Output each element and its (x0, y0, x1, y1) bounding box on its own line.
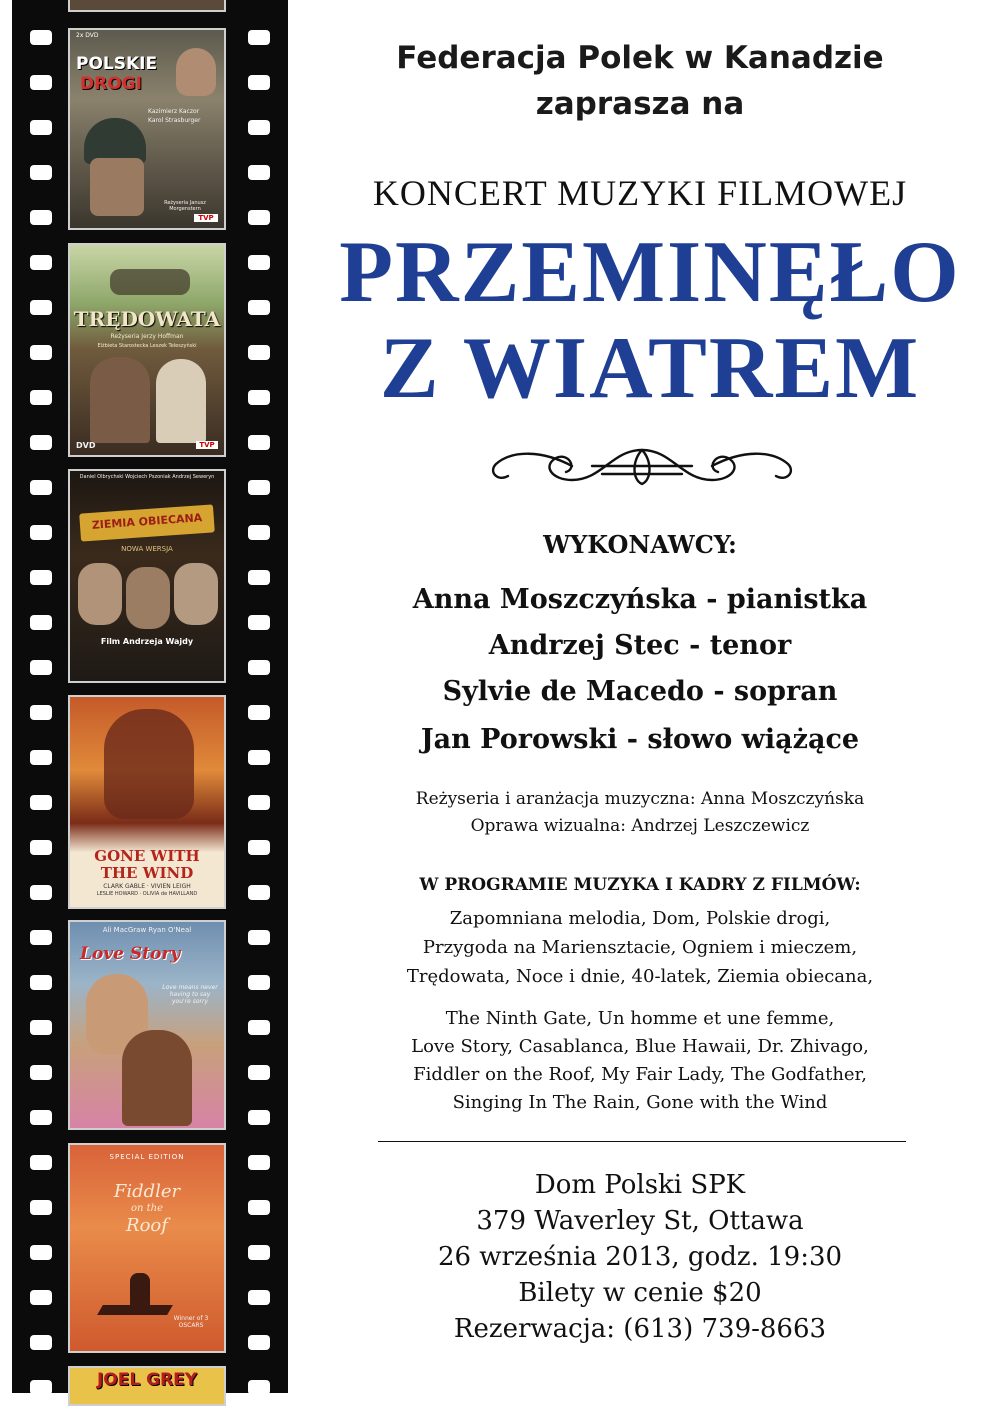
poster-title: Fiddler (113, 1181, 181, 1202)
sprocket-hole (30, 75, 52, 90)
film-strip (12, 0, 288, 1393)
poster-title: GONE WITH (94, 847, 200, 865)
main-title-line2: Z WIATREM (379, 320, 921, 417)
poster-love-story (68, 920, 226, 1130)
sprocket-hole (248, 705, 270, 720)
sprocket-hole (30, 1155, 52, 1170)
sprocket-hole (30, 930, 52, 945)
ticket-price: Bilety w cenie $20 (518, 1278, 762, 1308)
performer-item: Jan Porowski - słowo wiążące (420, 724, 860, 755)
sprocket-hole (248, 1245, 270, 1260)
actress-face (122, 1030, 192, 1126)
poster-title: THE WIND (100, 864, 194, 882)
sprocket-hole (30, 30, 52, 45)
poster-ziemia-obiecana (68, 469, 226, 683)
poster-cast: Ali MacGraw Ryan O'Neal (102, 926, 192, 934)
program-heading: W PROGRAMIE MUZYKA I KADRY Z FILMÓW: (419, 875, 861, 895)
sprocket-hole (30, 705, 52, 720)
poster-award: Winner of 3 OSCARS (173, 1315, 209, 1329)
program-line: Fiddler on the Roof, My Fair Lady, The Godfather, (413, 1064, 867, 1085)
actor-face (78, 563, 122, 625)
program-line: Trędowata, Noce i dnie, 40-latek, Ziemia obiecana, (406, 966, 874, 987)
sprocket-hole (248, 930, 270, 945)
poster-partial-top (68, 0, 226, 12)
sprocket-hole (30, 1020, 52, 1035)
sprocket-hole (248, 1290, 270, 1305)
credit-line: Oprawa wizualna: Andrzej Leszczewicz (470, 816, 810, 836)
sprocket-hole (30, 1245, 52, 1260)
sprocket-hole (30, 615, 52, 630)
sprocket-hole (30, 750, 52, 765)
reservation-phone: Rezerwacja: (613) 739-8663 (453, 1314, 827, 1344)
poster-fiddler-on-the-roof (68, 1143, 226, 1353)
sprocket-hole (248, 30, 270, 45)
program-line: The Ninth Gate, Un homme et une femme, (445, 1008, 835, 1029)
couple-illustration (104, 709, 194, 819)
sprocket-hole (248, 165, 270, 180)
sprocket-hole (248, 570, 270, 585)
sprocket-hole (30, 120, 52, 135)
sprocket-hole (248, 75, 270, 90)
sprocket-hole (248, 660, 270, 675)
sprocket-hole (248, 1335, 270, 1350)
sprocket-hole (30, 660, 52, 675)
performers-heading: WYKONAWCY: (543, 530, 737, 559)
poster-tagline: Love means never having to say you're sorry (162, 984, 218, 1005)
carriage-scene (110, 269, 190, 295)
poster-title: on the (130, 1203, 164, 1214)
actor-face (174, 563, 218, 625)
poster-gone-with-the-wind (68, 695, 226, 909)
main-title-line1: PRZEMINĘŁO (339, 224, 961, 321)
sprocket-hole (30, 1110, 52, 1125)
poster-cast: LESLIE HOWARD · OLIVIA de HAVILLAND (96, 891, 198, 897)
sprocket-hole (30, 1065, 52, 1080)
sprocket-hole (30, 480, 52, 495)
sprocket-hole (30, 1200, 52, 1215)
sprocket-hole (248, 435, 270, 450)
ornament-divider (482, 440, 802, 492)
sprocket-hole (248, 795, 270, 810)
sprocket-hole (30, 525, 52, 540)
poster-cast: CLARK GABLE · VIVIEN LEIGH (103, 883, 191, 890)
sprocket-hole (30, 885, 52, 900)
poster-joel-grey (68, 1366, 226, 1406)
tvp-logo: TVP (196, 441, 218, 449)
poster-title: JOEL GREY (96, 1370, 198, 1390)
sprocket-hole (30, 840, 52, 855)
soldier-face (90, 158, 144, 216)
poster-badge: 2x DVD (76, 32, 99, 39)
sprocket-hole (248, 390, 270, 405)
sprocket-hole (248, 1065, 270, 1080)
sprocket-hole (30, 1335, 52, 1350)
horizontal-rule (378, 1141, 906, 1142)
sprocket-hole (30, 300, 52, 315)
sprocket-hole (248, 210, 270, 225)
sprocket-hole (30, 210, 52, 225)
performer-item: Andrzej Stec - tenor (488, 630, 792, 661)
poster-tredowata (68, 243, 226, 457)
poster-title: DROGI (80, 74, 142, 94)
sprocket-hole (248, 525, 270, 540)
poster-cast: Kazimierz Kaczor (148, 108, 200, 115)
invites-line: zaprasza na (535, 86, 745, 122)
poster-cast: Daniel Olbrychski Wojciech Pszoniak Andrzej Seweryn (79, 474, 215, 480)
roof-silhouette (97, 1305, 173, 1315)
poster-title: Love Story (80, 944, 181, 964)
poster-director: Reżyseria Janusz Morgenstern (164, 200, 206, 212)
sprocket-hole (30, 975, 52, 990)
poster-title: TRĘDOWATA (73, 307, 221, 331)
poster-title: Roof (126, 1215, 168, 1236)
sprocket-hole (248, 1020, 270, 1035)
event-date: 26 września 2013, godz. 19:30 (437, 1242, 843, 1272)
performer-item: Anna Moszczyńska - pianistka (412, 584, 868, 615)
sprocket-hole (30, 390, 52, 405)
poster-cast: Karol Strasburger (148, 117, 201, 124)
sprocket-hole (248, 885, 270, 900)
venue-address: 379 Waverley St, Ottawa (476, 1206, 804, 1236)
sprocket-hole (30, 435, 52, 450)
actor-face (126, 567, 170, 629)
actor-figure (90, 357, 150, 443)
sprocket-hole (248, 480, 270, 495)
portrait-face (176, 48, 216, 96)
sprocket-hole (30, 795, 52, 810)
organizer: Federacja Polek w Kanadzie (396, 40, 884, 76)
poster-subtitle: NOWA WERSJA (121, 545, 173, 553)
sprocket-hole (248, 975, 270, 990)
fiddler-silhouette (130, 1273, 150, 1307)
concert-title: KONCERT MUZYKI FILMOWEJ (372, 173, 908, 213)
poster-cast: Elżbieta Starostecka Leszek Teleszyński (97, 343, 197, 349)
sprocket-hole (30, 165, 52, 180)
poster-edition: SPECIAL EDITION (109, 1153, 185, 1161)
poster-director: Reżyseria Jerzy Hoffman (110, 333, 184, 340)
poster-director: Film Andrzeja Wajdy (100, 637, 194, 646)
dvd-logo: DVD (76, 441, 96, 450)
tvp-logo: TVP (194, 214, 218, 222)
sprocket-hole (248, 1200, 270, 1215)
actress-figure (156, 359, 206, 443)
sprocket-hole (30, 1290, 52, 1305)
program-line: Singing In The Rain, Gone with the Wind (452, 1092, 828, 1113)
sprocket-hole (248, 255, 270, 270)
sprocket-hole (248, 1155, 270, 1170)
sprocket-hole (248, 615, 270, 630)
sprocket-hole (248, 120, 270, 135)
sprocket-hole (30, 345, 52, 360)
sprocket-hole (30, 570, 52, 585)
performer-item: Sylvie de Macedo - sopran (442, 676, 838, 707)
program-line: Przygoda na Mariensztacie, Ogniem i mieczem, (422, 937, 858, 958)
credit-line: Reżyseria i aranżacja muzyczna: Anna Moszczyńska (415, 789, 865, 809)
sprocket-hole (248, 1110, 270, 1125)
sprocket-hole (248, 345, 270, 360)
venue-place: Dom Polski SPK (534, 1170, 746, 1200)
sprocket-hole (248, 840, 270, 855)
program-line: Love Story, Casablanca, Blue Hawaii, Dr. Zhivago, (411, 1036, 869, 1057)
sprocket-hole (248, 750, 270, 765)
sprocket-hole (248, 300, 270, 315)
sprocket-hole (30, 255, 52, 270)
poster-polskie-drogi (68, 28, 226, 230)
poster-title: POLSKIE (76, 54, 158, 74)
poster-title: ZIEMIA OBIECANA (91, 511, 203, 532)
program-line: Zapomniana melodia, Dom, Polskie drogi, (449, 908, 831, 929)
